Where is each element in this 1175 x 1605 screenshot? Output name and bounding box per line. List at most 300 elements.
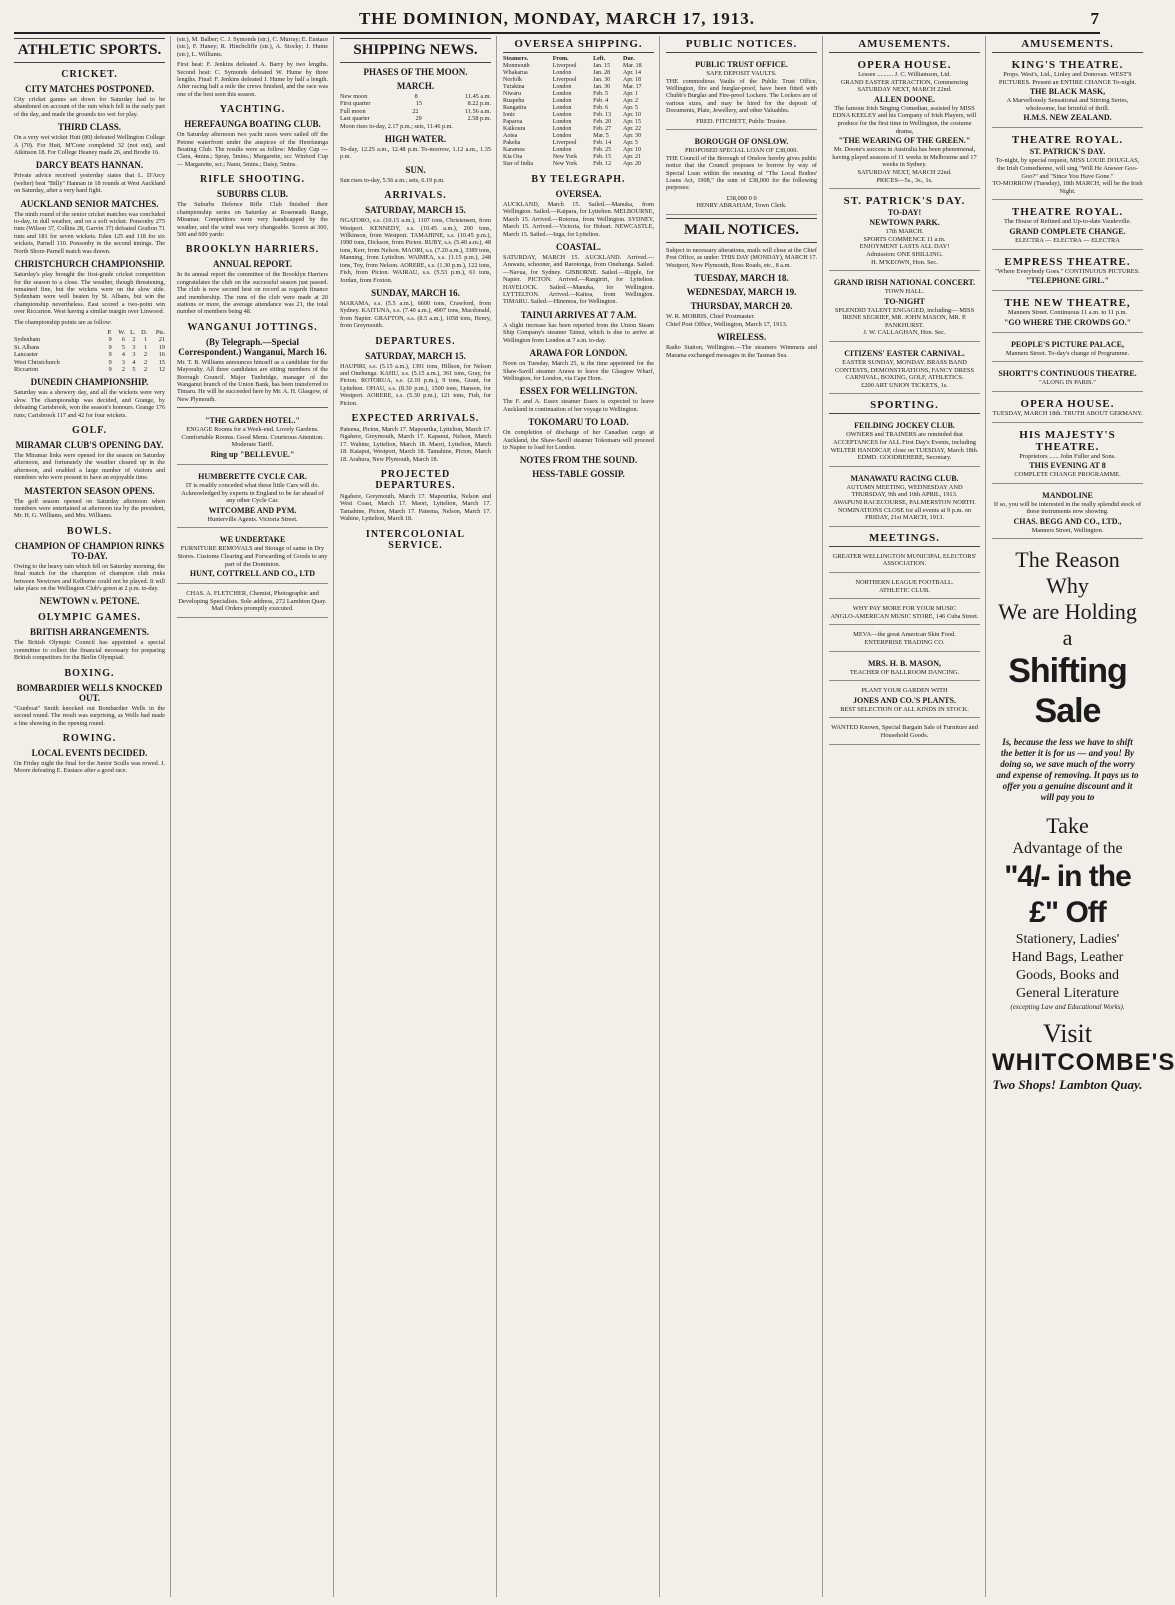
tuesday-heading: TUESDAY, MARCH 18. [694, 273, 789, 284]
amusements-heading: AMUSEMENTS. [829, 36, 980, 53]
phase-name: First quarter [340, 100, 371, 108]
table-cell: Feb. 15 [593, 154, 612, 160]
whitcombes-ad [992, 547, 1175, 1099]
table-cell: Aotea [503, 133, 518, 139]
table-cell: Ionic [503, 112, 516, 118]
athletic-club: ATHLETIC CLUB. [879, 586, 930, 594]
opera-house-2-ad [992, 395, 1143, 423]
carnival-text: EASTER SUNDAY, MONDAY. BRASS BAND CONTESTS, DEMONSTRATIONS, FANCY DRESS CARNIVAL, BOXING, GOLF, ATHLETICS. [834, 359, 974, 382]
shortt-ad [992, 365, 1143, 392]
table-cell: Apr. 5 [623, 105, 638, 111]
table-cell: Mar. 5 [593, 133, 609, 139]
table-cell: Jan. 28 [593, 70, 611, 76]
table-row [14, 351, 165, 358]
removals-ad [177, 531, 328, 584]
dunedin-text: Saturday was a showery day, and all the wickets were very slow. The championship was decided, and Grange, by defeating Carisbrook, won the season's honours. Grange 176 runs; Carisbrook 117 and 42 for four wickets. [14, 389, 165, 419]
football-ad [829, 576, 980, 599]
oversea-table-body [503, 63, 654, 168]
christchurch-text: Saturday's play brought the first-grade cricket competition for the season to a close. The weather, though threatening, remained fine, but the wickets were on the slow side. Sydenham were well beaten by St. Albans, but win the championship nevertheless. East scored a two-point win over Riccarton. West having a similar margin over Linwood. [14, 271, 165, 316]
trust-notice [666, 56, 817, 130]
table-cell: 2 [144, 351, 148, 359]
table-cell: Feb. 20 [593, 119, 612, 125]
list-item [340, 115, 491, 122]
cycle-car-title: HUMBERETTE CYCLE CAR. [198, 471, 307, 481]
brooklyn-heading: BROOKLYN HARRIERS. [185, 244, 320, 256]
witcombe-address: Hunterville Agents. Victoria Street. [207, 515, 298, 523]
mail-text: Subject to necessary alterations, mails will close at the Chief Post Office, as under: THIS DAY (MONDAY), MARCH 17. Westport, New Plymouth, Ross Roads, etc., 8 a.m. [666, 247, 817, 269]
phase-time: 11.45 a.m. [465, 93, 491, 100]
table-row [503, 105, 654, 112]
onslow-notice [666, 133, 817, 215]
table-header-cell: Left. [593, 56, 606, 62]
moon-phases [340, 93, 491, 123]
except-line: (excepting Law and Educational Works). [1010, 1003, 1125, 1012]
complete-change: COMPLETE CHANGE PROGRAMME. [1014, 471, 1121, 479]
whitcombes: WHITCOMBE'S [992, 1049, 1175, 1077]
table-cell: Riccarton [14, 365, 39, 373]
peoples-title: PEOPLE'S PICTURE PALACE, [1011, 339, 1124, 349]
table-cell: Karamea [503, 147, 525, 153]
table-row [14, 359, 165, 366]
mandoline-text: If so, you will be interested in the really splendid stock of these instruments now showing. [993, 500, 1142, 516]
divider [177, 407, 328, 408]
table-cell: Liverpool [552, 63, 577, 69]
fletcher-text: CHAS. A. FLETCHER, Chemist, Photographic and Developing Specialists. Sole address, 272 Lambton Quay. Mail Orders promptly executed. [178, 590, 327, 613]
auckland-heading: AUCKLAND SENIOR MATCHES. [20, 198, 159, 209]
table-cell: Feb. 14 [593, 140, 612, 146]
newtown-park: NEWTOWN PARK. [869, 218, 940, 228]
table-cell: London [552, 119, 572, 125]
christchurch-heading: CHRISTCHURCH CHAMPIONSHIP. [14, 259, 165, 270]
loan-title: PROPOSED SPECIAL LOAN OF £38,000. [684, 147, 799, 155]
table-cell: 9 [108, 365, 112, 373]
table-cell: London [552, 112, 572, 118]
new-theatre-ad [992, 294, 1143, 333]
golf-text: The Miramar links were opened for the season on Saturday afternoon, and fortunately the weather cleared up in the afternoon, and enabled a large number of visitors and members who were present to have an enjoyable time. [14, 452, 165, 482]
arawa-heading: ARAWA FOR LONDON. [529, 348, 628, 359]
carnival-title: CITIZENS' EASTER CARNIVAL. [844, 349, 965, 359]
manawatu-title: MANAWATU RACING CLUB. [850, 473, 959, 483]
table-cell: London [552, 98, 572, 104]
dancing-ad [829, 655, 980, 682]
why-pay-more: WHY PAY MORE FOR YOUR MUSIC [852, 605, 957, 613]
peoples-text: Manners Street. To-day's change of Programme. [1005, 349, 1130, 357]
table-cell: 2 [144, 365, 148, 373]
table-row [503, 84, 654, 91]
feilding-ad [829, 417, 980, 466]
jones-plants: JONES AND CO.'S PLANTS. [853, 695, 956, 705]
shortt-title: SHORTT'S CONTINUOUS THEATRE. [998, 369, 1137, 379]
table-cell: Mar. 17 [623, 84, 642, 90]
proprietors: Proprietors ...... John Fuller and Sons. [1019, 452, 1116, 460]
table-cell: 3 [121, 358, 126, 366]
table-row [503, 140, 654, 147]
postmark-date: Chief Post Office, Wellington, March 17, 1913. [666, 320, 788, 328]
table-cell: 2 [144, 358, 148, 366]
phase-day: 15 [415, 100, 423, 108]
table-cell: New York [552, 154, 578, 160]
crowds-line: "GO WHERE THE CROWDS GO." [1003, 317, 1132, 327]
northern-league: NORTHERN LEAGUE FOOTBALL. [855, 578, 954, 586]
annual-report-heading: ANNUAL REPORT. [212, 259, 293, 270]
tainui-text: A slight increase has been reported from the Union Steam Ship Company's steamer Tainui, which is due to arrive at Wellington from London at 7 a.m. to-day. [503, 321, 654, 344]
trust-title: PUBLIC TRUST OFFICE. [695, 60, 788, 69]
miramar-heading: MIRAMAR CLUB'S OPENING DAY. [15, 440, 164, 450]
rowing-heats-text: First heat: F. Jenkins defeated A. Barry by two lengths. Second heat: C. Symonds defeated W. Hume by three lengths. Final: F. Jenkins defeated J. Hume by half a length. After racing half a mile the crews finished, and the race was one of the best seen this season. [177, 61, 328, 98]
list-item [340, 108, 491, 115]
shifting-sale: Shifting Sale [1008, 652, 1127, 731]
list-item [340, 100, 491, 107]
wireless-heading: WIRELESS. [716, 332, 767, 343]
garden-hotel-title: "THE GARDEN HOTEL." [205, 416, 300, 426]
table-header-cell: W. [118, 328, 126, 336]
hms-new-zealand: H.M.S. NEW ZEALAND. [1023, 113, 1112, 123]
table-cell: Feb. 12 [593, 161, 612, 167]
wearing-green: "THE WEARING OF THE GREEN." [838, 136, 971, 146]
masthead [14, 6, 1100, 34]
his-majestys-ad [992, 426, 1143, 484]
new-theatre-text: Manners Street. Continuous 11 a.m. to 11 p.m. [1007, 309, 1128, 317]
four-shillings-off: "4/- in the £" Off [1004, 860, 1131, 930]
wanted-text: WANTED Known, Special Bargain Sale of Furniture and Household Goods. [831, 724, 978, 739]
cycle-car-text: IT is readily conceded what these little Cars will do. Acknowledged by experts in England to be far ahead of any other Cycle Car. [181, 481, 324, 505]
feilding-title: FEILDING JOCKEY CLUB. [854, 421, 955, 431]
st-patricks-title: ST. PATRICK'S DAY. [843, 195, 966, 208]
holding-a: We are Holding a [998, 599, 1137, 651]
fitchett-signature: FRED. FITCHETT, Public Trustee. [696, 117, 787, 125]
hunt-cottrell: HUNT, COTTRELL AND CO., LTD [189, 569, 316, 579]
table-header-cell: L. [130, 328, 136, 336]
table-cell: Paparoa [503, 119, 523, 125]
this-evening: THIS EVENING AT 8 [1029, 461, 1106, 471]
table-cell: Apr. 2 [623, 98, 638, 104]
table-cell: London [552, 70, 572, 76]
yachting-heading: YACHTING. [219, 104, 286, 116]
items-1: Stationery, Ladies' [1015, 932, 1120, 948]
coastal-heading: COASTAL. [555, 242, 602, 253]
british-heading: BRITISH ARRANGEMENTS. [29, 627, 150, 638]
kings-theatre-ad [992, 56, 1143, 128]
table-cell: Apr. 10 [623, 147, 641, 153]
table-cell: 16 [158, 351, 165, 359]
concert-text: SPLENDID TALENT ENGAGED, including— MISS IRENE SEGRIEF, MR. JOHN MASON, MR. P. PANKHURST. [834, 306, 975, 329]
table-cell: Star of India [503, 161, 533, 167]
table-cell: Rangatira [503, 105, 527, 111]
table-header-cell: Pts. [155, 328, 165, 336]
town-hall: TOWN HALL. [884, 288, 925, 296]
table-header-cell: D. [141, 328, 148, 336]
awapuni: AWAPUNI RACECOURSE, PALMERSTON NORTH. [833, 499, 976, 506]
column-5 [666, 36, 823, 1597]
greater-wellington: GREATER WELLINGTON MUNICIPAL ELECTORS' ASSOCIATION. [832, 552, 977, 568]
table-cell: 1 [144, 336, 148, 344]
wanganui-heading: WANGANUI JOTTINGS. [187, 321, 318, 333]
table-header-cell: P. [107, 328, 112, 336]
enterprise-trading: ENTERPRISE TRADING CO. [864, 638, 945, 646]
loan-text: THE Council of the Borough of Onslow hereby gives public notice that the Council proposes to borrow by way of Special Loan within the meaning of "The Local Bodies' Loans Act, 1908," the sum of £38,000 for the following purposes: [666, 154, 817, 192]
table-cell: 9 [108, 358, 112, 366]
table-row [503, 63, 654, 70]
olympic-text: The British Olympic Council has appointed a special committee to collect the financial necessary for preparing British competitors for the Berlin Olympiad. [14, 639, 165, 662]
take: Take [1046, 813, 1089, 839]
rifle-heading: RIFLE SHOOTING. [199, 174, 306, 186]
public-notices-heading: PUBLIC NOTICES. [666, 36, 817, 53]
moon-text: Moon rises to-day, 2.17 p.m.; sets, 11.46 p.m. [340, 122, 453, 130]
high-water-heading: HIGH WATER. [384, 134, 447, 145]
table-cell: 9 [108, 336, 112, 344]
masterton-text: The golf season opened on Saturday afternoon when members were entertained at afternoon tea by the president, Mr. H. G. Williams, and Mrs. Williams. [14, 497, 165, 520]
begg-name: CHAS. BEGG AND CO., LTD., [1013, 516, 1122, 526]
table-cell: Apr. 5 [623, 140, 638, 146]
intercolonial-heading: INTERCOLONIAL SERVICE. [365, 528, 466, 551]
table-row [14, 344, 165, 351]
tokomaru-heading: TOKOMARU TO LOAD. [528, 417, 629, 428]
bowls-text: Owing to the heavy rain which fell on Saturday morning, the final match for the champion of champion club rinks between Newtown and Kelburne could not be played. It will take place on the Wellington Club's green at 2 p.m. to-day. [14, 562, 165, 593]
table-cell: London [552, 126, 572, 132]
table-row [503, 77, 654, 84]
st-patricks-day: ST. PATRICK'S DAY. [1029, 147, 1106, 157]
table-cell: Liverpool [552, 140, 577, 146]
table-cell: 1 [144, 343, 148, 351]
newtown-petone-heading: NEWTOWN v. PETONE. [39, 596, 140, 607]
table-cell: Norfolk [503, 77, 522, 83]
phase-time: 11.56 a.m. [465, 107, 491, 115]
table-row [14, 336, 165, 343]
dunedin-heading: DUNEDIN CHAMPIONSHIP. [30, 377, 149, 388]
loan-total: £38,000 0 0 [726, 194, 757, 202]
oversea-table [503, 56, 654, 168]
theatre-royal-2-ad [992, 203, 1143, 249]
phase-name: Full moon [340, 107, 366, 115]
undertake-text: FURNITURE REMOVALS and Storage of same in Dry Stores. Customs Clearing and Forwarding of Goods to any part of the Dominion. [177, 545, 328, 568]
table-header-cell: Steamers. [503, 56, 529, 62]
table-cell: Ruapehu [503, 98, 525, 104]
items-2: Hand Bags, Leather [1011, 950, 1124, 966]
phase-day: 8 [414, 93, 418, 100]
table-row [503, 154, 654, 161]
new-theatre-title: THE NEW THEATRE, [1004, 297, 1131, 310]
table-cell: 6 [121, 336, 126, 344]
column-4 [503, 36, 660, 1597]
arawa-text: Noon on Tuesday, March 25, is the time appointed for the Shaw-Savill steamer Arawa to leave the Glasgow Wharf, Wellington, for London, via Cape Horn. [503, 360, 654, 382]
table-cell: Jan. 15 [593, 63, 611, 69]
table-cell: St. Albans [14, 343, 40, 351]
golf-heading: GOLF. [72, 425, 107, 436]
table-cell: Niwaru [503, 91, 521, 97]
darcy-text: Private advice received yesterday states that L. D'Arcy (welter) beat "Billy" Hannan in 18 rounds at West Auckland on Saturday, after a very hard fight. [14, 172, 165, 195]
table-row [503, 161, 654, 168]
jones-text: BEST SELECTION OF ALL KINDS IN STOCK. [840, 705, 969, 713]
tomorrow-text: TO-MORROW (Tuesday), 18th MARCH, will be the Irish Night. [992, 180, 1143, 195]
telegraph-heading: BY TELEGRAPH. [531, 174, 626, 185]
city-matches-heading: CITY MATCHES POSTPONED. [25, 84, 154, 94]
expected-text: Pateena, Picton, March 17. Mapourika, Lyttelton, March 17. Ngahere, Greymouth, March 17. Kapanui, Nelson, March 17. Wahine, Lyttelton, March 18. Maori, Lyttelton, March 18. Kaiapoi, Westport, March 18. Tamahine, Picton, March 18. Arahura, New Plymouth, March 18. [340, 425, 491, 463]
table-cell: Liverpool [552, 77, 577, 83]
table-cell: Feb. 13 [593, 112, 612, 118]
column-6 [829, 36, 986, 1597]
page-number: 7 [1090, 9, 1100, 28]
trust-text: THE commodious Vaults of the Public Trust Office, Wellington, fire and burglar-proof, have been fitted with Chubb's Burglar and Fire-proof Lockers. The Lockers are of various sizes, and may be hired for the deposit of Documents, Plate, Jewellery, and other Valuables. [666, 77, 817, 115]
goodbehere: EDMD. GOODBEHERE, Secretary. [857, 454, 952, 462]
plants-ad [829, 684, 980, 718]
table-cell: Kaikoura [503, 126, 526, 132]
electors-ad [829, 550, 980, 573]
table-cell: 19 [158, 343, 165, 351]
art-union: £200 ART UNION TICKETS, 1s. [861, 381, 948, 389]
table-cell: Feb. 25 [593, 147, 612, 153]
st-patricks-ad [829, 192, 980, 271]
table-row [503, 133, 654, 140]
table-row [503, 119, 654, 126]
empress-ad [992, 253, 1143, 292]
table-cell: 9 [108, 343, 112, 351]
mandoline-title: MANDOLINE [1042, 490, 1093, 500]
yachting-text: On Saturday afternoon two yacht races were sailed off the Petone waterfront under the auspices of the Herefaunga Boating Club. The results were as follow: Medley Cup — Clara, 4mins.; Spray, 5mins.; Margarette, scr. Winford Cup — Margarette, scr.; Nanu, 5mins.; Daisy, 5mins. [177, 131, 328, 168]
mckeown: H. M'KEOWN, Hon. Sec. [871, 258, 938, 266]
table-cell: Apr. 22 [623, 126, 641, 132]
column-2 [177, 36, 334, 1597]
skin-food-ad [829, 628, 980, 651]
sunday-date: SUNDAY, MARCH 16. [371, 287, 460, 298]
empress-title: EMPRESS THEATRE. [1004, 255, 1131, 268]
table-cell: 3 [132, 351, 136, 359]
phase-name: New moon [340, 93, 368, 100]
rowing-heading: ROWING. [62, 732, 117, 744]
column-7 [992, 36, 1175, 1597]
music-ad [829, 602, 980, 625]
table-row [503, 70, 654, 77]
table-cell: 2 [121, 365, 126, 373]
table-cell: 9 [108, 351, 112, 359]
thursday-heading: THURSDAY, MARCH 20. [690, 301, 793, 312]
meetings-heading: MEETINGS. [829, 530, 980, 547]
phase-time: 2.58 p.m. [467, 115, 491, 123]
visit: Visit [1042, 1019, 1092, 1049]
cycle-car-ad [177, 468, 328, 528]
local-events-heading: LOCAL EVENTS DECIDED. [31, 747, 148, 758]
wanted-ad [829, 721, 980, 744]
columns [14, 36, 1175, 1597]
reason-why: The Reason Why [1015, 547, 1120, 599]
table-cell: Feb. 27 [593, 126, 612, 132]
oversea-text: AUCKLAND, March 15. Sailed.—Manuka, from Wellington. Sailed.—Kaipara, for Lyttelton. MELBOURNE, March 15. Arrived.—Rotorua, from Wellington. SYDNEY, March 15. Arrived.—Victoria, for Hobart. NEWCASTLE, March 15. Sailed.—Inga, for Lyttelton. [503, 201, 654, 238]
dancing-text: TEACHER OF BALLROOM DANCING. [849, 668, 960, 676]
table-header-row [14, 329, 165, 336]
departures-heading: DEPARTURES. [375, 335, 456, 347]
table-row [503, 147, 654, 154]
table-cell: Apr. 10 [623, 112, 641, 118]
table-cell: Apr. 1 [623, 91, 638, 97]
table-cell: Pakeha [503, 140, 521, 146]
begg-address: Manners Street, Wellington. [1031, 526, 1104, 534]
boxing-text: "Gunboat" Smith knocked out Bombardier Wells in the second round. The result was surprising, as Wells had made a fine showing in the opening round. [14, 704, 165, 727]
table-cell: Apr. 14 [623, 70, 641, 76]
third-class-heading: THIRD CLASS. [57, 122, 122, 133]
table-cell: London [552, 147, 572, 153]
table-row [503, 126, 654, 133]
darcy-heading: DARCY BEATS HANNAN. [35, 160, 144, 171]
phase-day: 22 [412, 107, 419, 115]
witcombe-pym: WITCOMBE AND PYM. [208, 505, 297, 515]
city-matches-text: City cricket games set down for Saturday had to be abandoned on account of the rain which fell in the early part of the day, and made the grounds too wet for play. [14, 96, 165, 118]
onslow-title: BOROUGH OF ONSLOW. [694, 137, 789, 147]
reason-italic: Is, because the less we have to shift the better it is for us — and you! By doing so, we save much of the worry and expense of removing. It pays us to offer you a genuine discount and it will pay you to [996, 737, 1139, 803]
kings-text: Props. West's, Ltd., Linley and Donovan. WEST'S PICTURES. Present an ENTIRE CHANGE To-night. [998, 71, 1137, 86]
wireless-text: Radio Station, Wellington.—The steamers Wimmera and Marama exchanged messages in the Tasman Sea. [666, 344, 817, 359]
table-cell: Turakina [503, 84, 525, 90]
today-label: TO-DAY! [887, 208, 922, 218]
table-cell: 5 [121, 343, 126, 351]
table-cell: 3 [132, 343, 136, 351]
table-cell: 4 [132, 358, 136, 366]
bowls-heading: BOWLS. [66, 525, 113, 537]
oversea-subheading: OVERSEA. [555, 189, 602, 199]
opera-lessee: Lessee .......... J. C. Williamson, Ltd. [858, 71, 951, 78]
tokomaru-text: On completion of discharge of her Canadian cargo at Auckland, the Shaw-Savill steamer Tokomaru will proceed to Napier to load for London. [503, 429, 654, 451]
table-cell: Feb. 6 [593, 105, 609, 111]
sporting-heading: SPORTING. [829, 397, 980, 414]
carnival-ad [829, 345, 980, 394]
table-cell: London [552, 84, 572, 90]
amusements-heading-2: AMUSEMENTS. [992, 36, 1143, 53]
tonight: TO-NIGHT [884, 296, 925, 306]
phases-heading: PHASES OF THE MOON. [363, 67, 468, 77]
black-mask: THE BLACK MASK, [1029, 87, 1106, 97]
cricket-heading: CRICKET. [61, 69, 118, 80]
telephone-girl: "TELEPHONE GIRL." [1025, 276, 1110, 286]
his-majestys-title: HIS MAJESTY'S THEATRE. [1019, 428, 1116, 453]
theatre-royal-title: THEATRE ROYAL. [1011, 134, 1124, 147]
departures-text: HAUPIRI, s.s. (5.15 a.m.), 1391 tons, Hillson, for Nelson and Onehunga. KAHU, s.s. (5.15 a.m.), 361 tons, Gray, for Picton. ROTORUA, s.s. (2.10 p.m.), 9 tons, Grant, for Lyttelton. OHAU, s.s. (8.30 p.m.), 1500 tons, Hanson, for Westport. AORERE, s.s. (5.30 p.m.), 121 tons, Fish, for Picton. [340, 362, 491, 407]
phase-name: Last quarter [340, 115, 370, 123]
table-cell: London [552, 105, 572, 111]
masthead-title: THE DOMINION, MONDAY, MARCH 17, 1913. [358, 9, 756, 28]
mandoline-ad [992, 487, 1143, 540]
boxing-heading: BOXING. [64, 667, 115, 679]
opera-house-ad [829, 56, 980, 189]
mail-notices-heading: MAIL NOTICES. [666, 218, 817, 243]
table-cell: London [552, 133, 572, 139]
masterton-heading: MASTERTON SEASON OPENS. [24, 485, 155, 496]
table-row [14, 366, 165, 373]
rowing-text: On Friday night the final for the Junior Sculls was rowed. J. Moore defeating E. Eustace after a good race. [14, 759, 165, 775]
grand-change: GRAND COMPLETE CHANGE. [1009, 226, 1126, 236]
table-cell: New York [552, 161, 578, 167]
empress-text: "Where Everybody Goes." CONTINUOUS PICTURES. [995, 267, 1140, 275]
table-row [503, 91, 654, 98]
third-class-text: On a very wet wicket Hutt (80) defeated Wellington College A (70). For Hutt, M'Cone completed 32 (not out), and Atkinson 18. For College Heaney made 26, and Brodie 16. [14, 134, 165, 157]
table-cell: West Christchurch [14, 358, 60, 366]
high-water-text: To-day, 12.25 a.m., 12.48 p.m. To-morrow, 1.12 a.m., 1.35 p.m. [340, 146, 491, 161]
peoples-ad [992, 336, 1143, 363]
undertake-title: WE UNDERTAKE [219, 535, 286, 545]
oversea-shipping-heading: OVERSEA SHIPPING. [503, 36, 654, 53]
athletic-sports-heading: ATHLETIC SPORTS. [14, 38, 165, 63]
table-cell: Apr. 30 [623, 133, 641, 139]
sun-heading: SUN. [405, 164, 426, 175]
suburbs-club-heading: SUBURBS CLUB. [216, 189, 289, 200]
sun-text: Sun rises to-day, 5.56 a.m.; sets, 6.19 p.m. [340, 176, 445, 184]
column-1 [14, 36, 171, 1597]
anglo-american: ANGLO-AMERICAN MUSIC STORE, 146 Cuba Street. [830, 612, 979, 620]
table-cell: Monmouth [503, 63, 530, 69]
items-4: General Literature [1016, 986, 1119, 1002]
table-cell: 4 [121, 351, 126, 359]
table-cell: 12 [158, 365, 165, 373]
table-cell: Kia Ora [503, 154, 523, 160]
herefaunga-heading: HEREFAUNGA BOATING CLUB. [184, 119, 321, 130]
meva-text: MEVA—the great American Skin Food. [853, 631, 956, 639]
